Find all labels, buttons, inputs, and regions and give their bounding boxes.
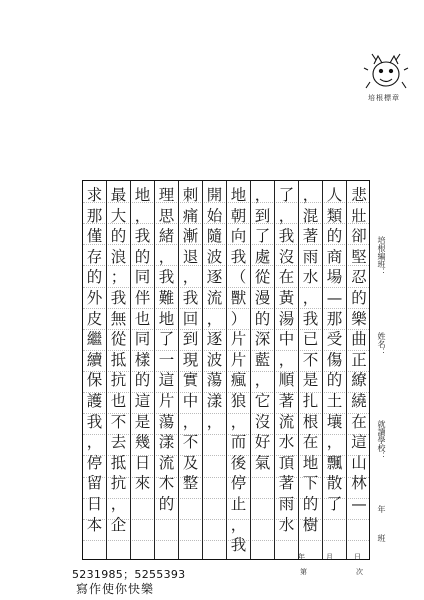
slogan-text: 寫作使你快樂 <box>76 582 155 596</box>
written-character: 開 <box>206 186 223 204</box>
written-character: 朝 <box>230 206 247 225</box>
written-character: 藍 <box>254 350 271 369</box>
written-character: 我 <box>230 536 247 555</box>
written-character: 漸 <box>182 227 199 246</box>
written-character: 我 <box>86 412 103 431</box>
written-character: ， <box>110 494 127 513</box>
column-text <box>179 185 202 559</box>
written-character: （ <box>230 268 247 287</box>
writing-grid <box>82 180 370 560</box>
written-character: 混 <box>302 206 319 225</box>
date-day: 日 <box>354 553 361 561</box>
written-character: 及 <box>182 453 199 472</box>
written-character: 水 <box>278 515 295 534</box>
written-character: 存 <box>86 247 103 266</box>
written-character: 片 <box>230 350 247 369</box>
column-text <box>155 185 178 559</box>
written-character: 水 <box>302 268 319 287</box>
written-character: 刺 <box>182 186 199 204</box>
written-character: 抵 <box>110 453 127 472</box>
written-character: 是 <box>134 412 151 431</box>
column-text <box>203 185 226 559</box>
written-character: 也 <box>110 391 127 410</box>
text-column <box>131 181 155 559</box>
written-character: ， <box>206 412 223 431</box>
written-character: 從 <box>254 268 271 287</box>
written-character: 這 <box>351 433 367 452</box>
written-character: 始 <box>206 206 223 225</box>
written-character: 繼 <box>86 330 103 349</box>
written-character: ， <box>278 350 295 369</box>
written-character: 了 <box>278 186 295 204</box>
written-character: 的 <box>326 371 343 390</box>
written-character: 是 <box>302 371 319 390</box>
text-column <box>107 181 131 559</box>
written-character: ， <box>302 186 319 204</box>
written-character: 浪 <box>110 247 127 266</box>
written-character: 去 <box>110 433 127 452</box>
written-character: 在 <box>278 268 295 287</box>
written-character: 波 <box>206 350 223 369</box>
written-character: 逐 <box>206 330 223 349</box>
written-character: 忍 <box>351 268 367 287</box>
written-character: 同 <box>134 330 151 349</box>
column-text <box>107 185 130 559</box>
written-character: 場 <box>326 268 343 287</box>
written-character: 傷 <box>326 350 343 369</box>
written-character: 雨 <box>278 494 295 513</box>
written-character: 壤 <box>326 412 343 431</box>
written-character: 我 <box>134 227 151 246</box>
text-column <box>323 181 347 559</box>
written-character: 蕩 <box>206 371 223 390</box>
written-character: 最 <box>110 186 127 204</box>
written-character: 散 <box>326 474 343 493</box>
column-text <box>251 185 274 559</box>
written-character: 它 <box>254 391 271 410</box>
written-character: 從 <box>110 330 127 349</box>
written-character: 蕩 <box>158 412 175 431</box>
written-character: 在 <box>351 412 367 431</box>
written-character: 流 <box>158 453 175 472</box>
written-character: 思 <box>158 206 175 225</box>
written-character: 緒 <box>158 227 175 246</box>
written-character: 不 <box>110 412 127 431</box>
text-column <box>227 181 251 559</box>
written-character: 日 <box>134 453 151 472</box>
written-character: 獸 <box>230 288 247 307</box>
written-character: 堅 <box>351 247 367 266</box>
written-character: 漾 <box>206 391 223 410</box>
written-character: 我 <box>158 268 175 287</box>
written-character: 理 <box>158 186 175 204</box>
written-character: 那 <box>326 309 343 328</box>
grade-field-label: 年 <box>377 505 386 513</box>
written-character: 這 <box>158 371 175 390</box>
written-character: 那 <box>86 206 103 225</box>
text-column <box>251 181 275 559</box>
written-character: 樂 <box>351 309 367 328</box>
written-character: 的 <box>86 268 103 287</box>
written-character: 的 <box>326 227 343 246</box>
written-character: 到 <box>182 330 199 349</box>
column-text <box>131 185 154 559</box>
text-column <box>179 181 203 559</box>
written-character: 木 <box>158 474 175 493</box>
written-character: 湯 <box>278 309 295 328</box>
text-column <box>203 181 227 559</box>
written-character: 留 <box>86 474 103 493</box>
text-column <box>275 181 299 559</box>
written-character: 商 <box>326 247 343 266</box>
bacon-stamp-icon <box>362 48 410 94</box>
written-character: 的 <box>351 288 367 307</box>
column-text <box>275 185 298 559</box>
written-character: 水 <box>278 433 295 452</box>
written-character: 幾 <box>134 433 151 452</box>
page-prefix: 第 <box>300 568 307 576</box>
name-field-label: 姓名： <box>377 332 386 356</box>
written-character: 的 <box>254 309 271 328</box>
written-character: 抗 <box>110 474 127 493</box>
written-character: 著 <box>278 391 295 410</box>
written-character: 了 <box>158 330 175 349</box>
written-character: 在 <box>302 433 319 452</box>
written-character: 伴 <box>134 288 151 307</box>
written-character: 地 <box>230 186 247 204</box>
written-character: 卻 <box>351 227 367 246</box>
written-character: 片 <box>230 330 247 349</box>
written-character: 後 <box>230 453 247 472</box>
class-suffix-label: 班 <box>377 534 386 542</box>
written-character: 流 <box>278 412 295 431</box>
written-character: 續 <box>86 350 103 369</box>
written-character: 深 <box>254 330 271 349</box>
written-character: 停 <box>230 474 247 493</box>
written-character: ， <box>182 412 199 431</box>
written-character: — <box>326 288 343 307</box>
written-character: 悲 <box>351 186 367 204</box>
written-character: 整 <box>182 474 199 493</box>
column-text <box>347 185 371 559</box>
column-text <box>299 185 322 559</box>
written-character: 實 <box>182 371 199 390</box>
written-character: 現 <box>182 350 199 369</box>
written-character: ， <box>326 433 343 452</box>
column-text <box>227 185 250 559</box>
written-character: 我 <box>302 309 319 328</box>
written-character: 退 <box>182 247 199 266</box>
serial-number: 5231985；5255393 <box>72 568 186 581</box>
written-character: 了 <box>254 227 271 246</box>
written-character: 繚 <box>351 371 367 390</box>
written-character: 好 <box>254 433 271 452</box>
written-character: 林 <box>351 474 367 493</box>
written-character: 了 <box>326 494 343 513</box>
written-character: 山 <box>351 453 367 472</box>
written-character: 瘋 <box>230 371 247 390</box>
written-character: ， <box>302 288 319 307</box>
written-character: 狼 <box>230 391 247 410</box>
written-character: 抗 <box>110 371 127 390</box>
written-character: 根 <box>302 412 319 431</box>
written-character: 漫 <box>254 288 271 307</box>
column-text <box>83 185 106 559</box>
written-character: 來 <box>134 474 151 493</box>
written-character: ， <box>254 186 271 204</box>
written-character: 停 <box>86 453 103 472</box>
written-character: 求 <box>86 186 103 204</box>
written-character: ， <box>158 247 175 266</box>
written-character: 繞 <box>351 391 367 410</box>
written-character: 痛 <box>182 206 199 225</box>
written-character: 我 <box>182 288 199 307</box>
written-character: 地 <box>302 453 319 472</box>
written-character: 逐 <box>206 268 223 287</box>
stamp-label: 培根標章 <box>368 94 400 102</box>
written-character: 的 <box>134 371 151 390</box>
written-character: ， <box>278 206 295 225</box>
written-character: ， <box>134 206 151 225</box>
written-character: — <box>351 494 367 513</box>
written-character: 日 <box>86 494 103 513</box>
written-character: 我 <box>278 227 295 246</box>
written-character: 我 <box>230 247 247 266</box>
class-field-label: 培根編班： <box>377 236 386 276</box>
written-character: 下 <box>302 474 319 493</box>
written-character: 雨 <box>302 247 319 266</box>
written-character: 僅 <box>86 227 103 246</box>
written-character: ， <box>182 268 199 287</box>
written-character: 正 <box>351 350 367 369</box>
written-character: ， <box>86 433 103 452</box>
written-character: 流 <box>206 288 223 307</box>
written-character: 著 <box>278 474 295 493</box>
written-character: 漾 <box>158 433 175 452</box>
written-character: ） <box>230 309 247 328</box>
written-character: 人 <box>326 186 343 204</box>
written-character: 而 <box>230 433 247 452</box>
written-character: 抵 <box>110 350 127 369</box>
written-character: 回 <box>182 309 199 328</box>
written-character: 沒 <box>278 247 295 266</box>
written-character: 我 <box>110 288 127 307</box>
written-character: 類 <box>326 206 343 225</box>
written-character: 中 <box>182 391 199 410</box>
written-character: 不 <box>302 350 319 369</box>
written-character: 向 <box>230 227 247 246</box>
written-character: 波 <box>206 247 223 266</box>
written-character: 無 <box>110 309 127 328</box>
date-year: 年 <box>298 553 305 561</box>
written-character: 也 <box>134 309 151 328</box>
written-character: 順 <box>278 371 295 390</box>
text-column <box>83 181 107 559</box>
written-character: 企 <box>110 515 127 534</box>
written-character: 這 <box>134 391 151 410</box>
text-column <box>347 181 371 559</box>
written-character: 的 <box>302 494 319 513</box>
written-character: 隨 <box>206 227 223 246</box>
written-character: 片 <box>158 391 175 410</box>
written-character: 一 <box>158 350 175 369</box>
written-character: ， <box>206 309 223 328</box>
written-character: 扎 <box>302 391 319 410</box>
written-character: 大 <box>110 206 127 225</box>
written-character: 本 <box>86 515 103 534</box>
written-character: 護 <box>86 391 103 410</box>
written-character: 地 <box>134 186 151 204</box>
text-column <box>155 181 179 559</box>
written-character: 樹 <box>302 515 319 534</box>
column-text <box>323 185 346 559</box>
written-character: 著 <box>302 227 319 246</box>
written-character: 飄 <box>326 453 343 472</box>
written-character: 中 <box>278 330 295 349</box>
written-character: 同 <box>134 268 151 287</box>
written-character: 不 <box>182 433 199 452</box>
written-character: ， <box>230 515 247 534</box>
written-character: 受 <box>326 330 343 349</box>
date-month: 月 <box>326 553 333 561</box>
written-character: ； <box>110 268 127 287</box>
written-character: 難 <box>158 288 175 307</box>
written-character: ， <box>230 412 247 431</box>
written-character: 處 <box>254 247 271 266</box>
written-character: 的 <box>158 494 175 513</box>
written-character: 氣 <box>254 453 271 472</box>
written-character: 沒 <box>254 412 271 431</box>
written-character: 的 <box>134 247 151 266</box>
written-character: 頂 <box>278 453 295 472</box>
written-character: 的 <box>110 227 127 246</box>
page-suffix: 次 <box>356 568 363 576</box>
school-field-label: 就讀學校： <box>377 420 386 460</box>
written-character: 到 <box>254 206 271 225</box>
written-character: 樣 <box>134 350 151 369</box>
written-character: 壯 <box>351 206 367 225</box>
written-character: 皮 <box>86 309 103 328</box>
written-character: 曲 <box>351 330 367 349</box>
written-character: 保 <box>86 371 103 390</box>
written-character: 外 <box>86 288 103 307</box>
written-character: 土 <box>326 391 343 410</box>
written-character: ， <box>254 371 271 390</box>
written-character: 地 <box>158 309 175 328</box>
written-character: 已 <box>302 330 319 349</box>
written-character: 止 <box>230 494 247 513</box>
written-character: 黃 <box>278 288 295 307</box>
text-column <box>299 181 323 559</box>
